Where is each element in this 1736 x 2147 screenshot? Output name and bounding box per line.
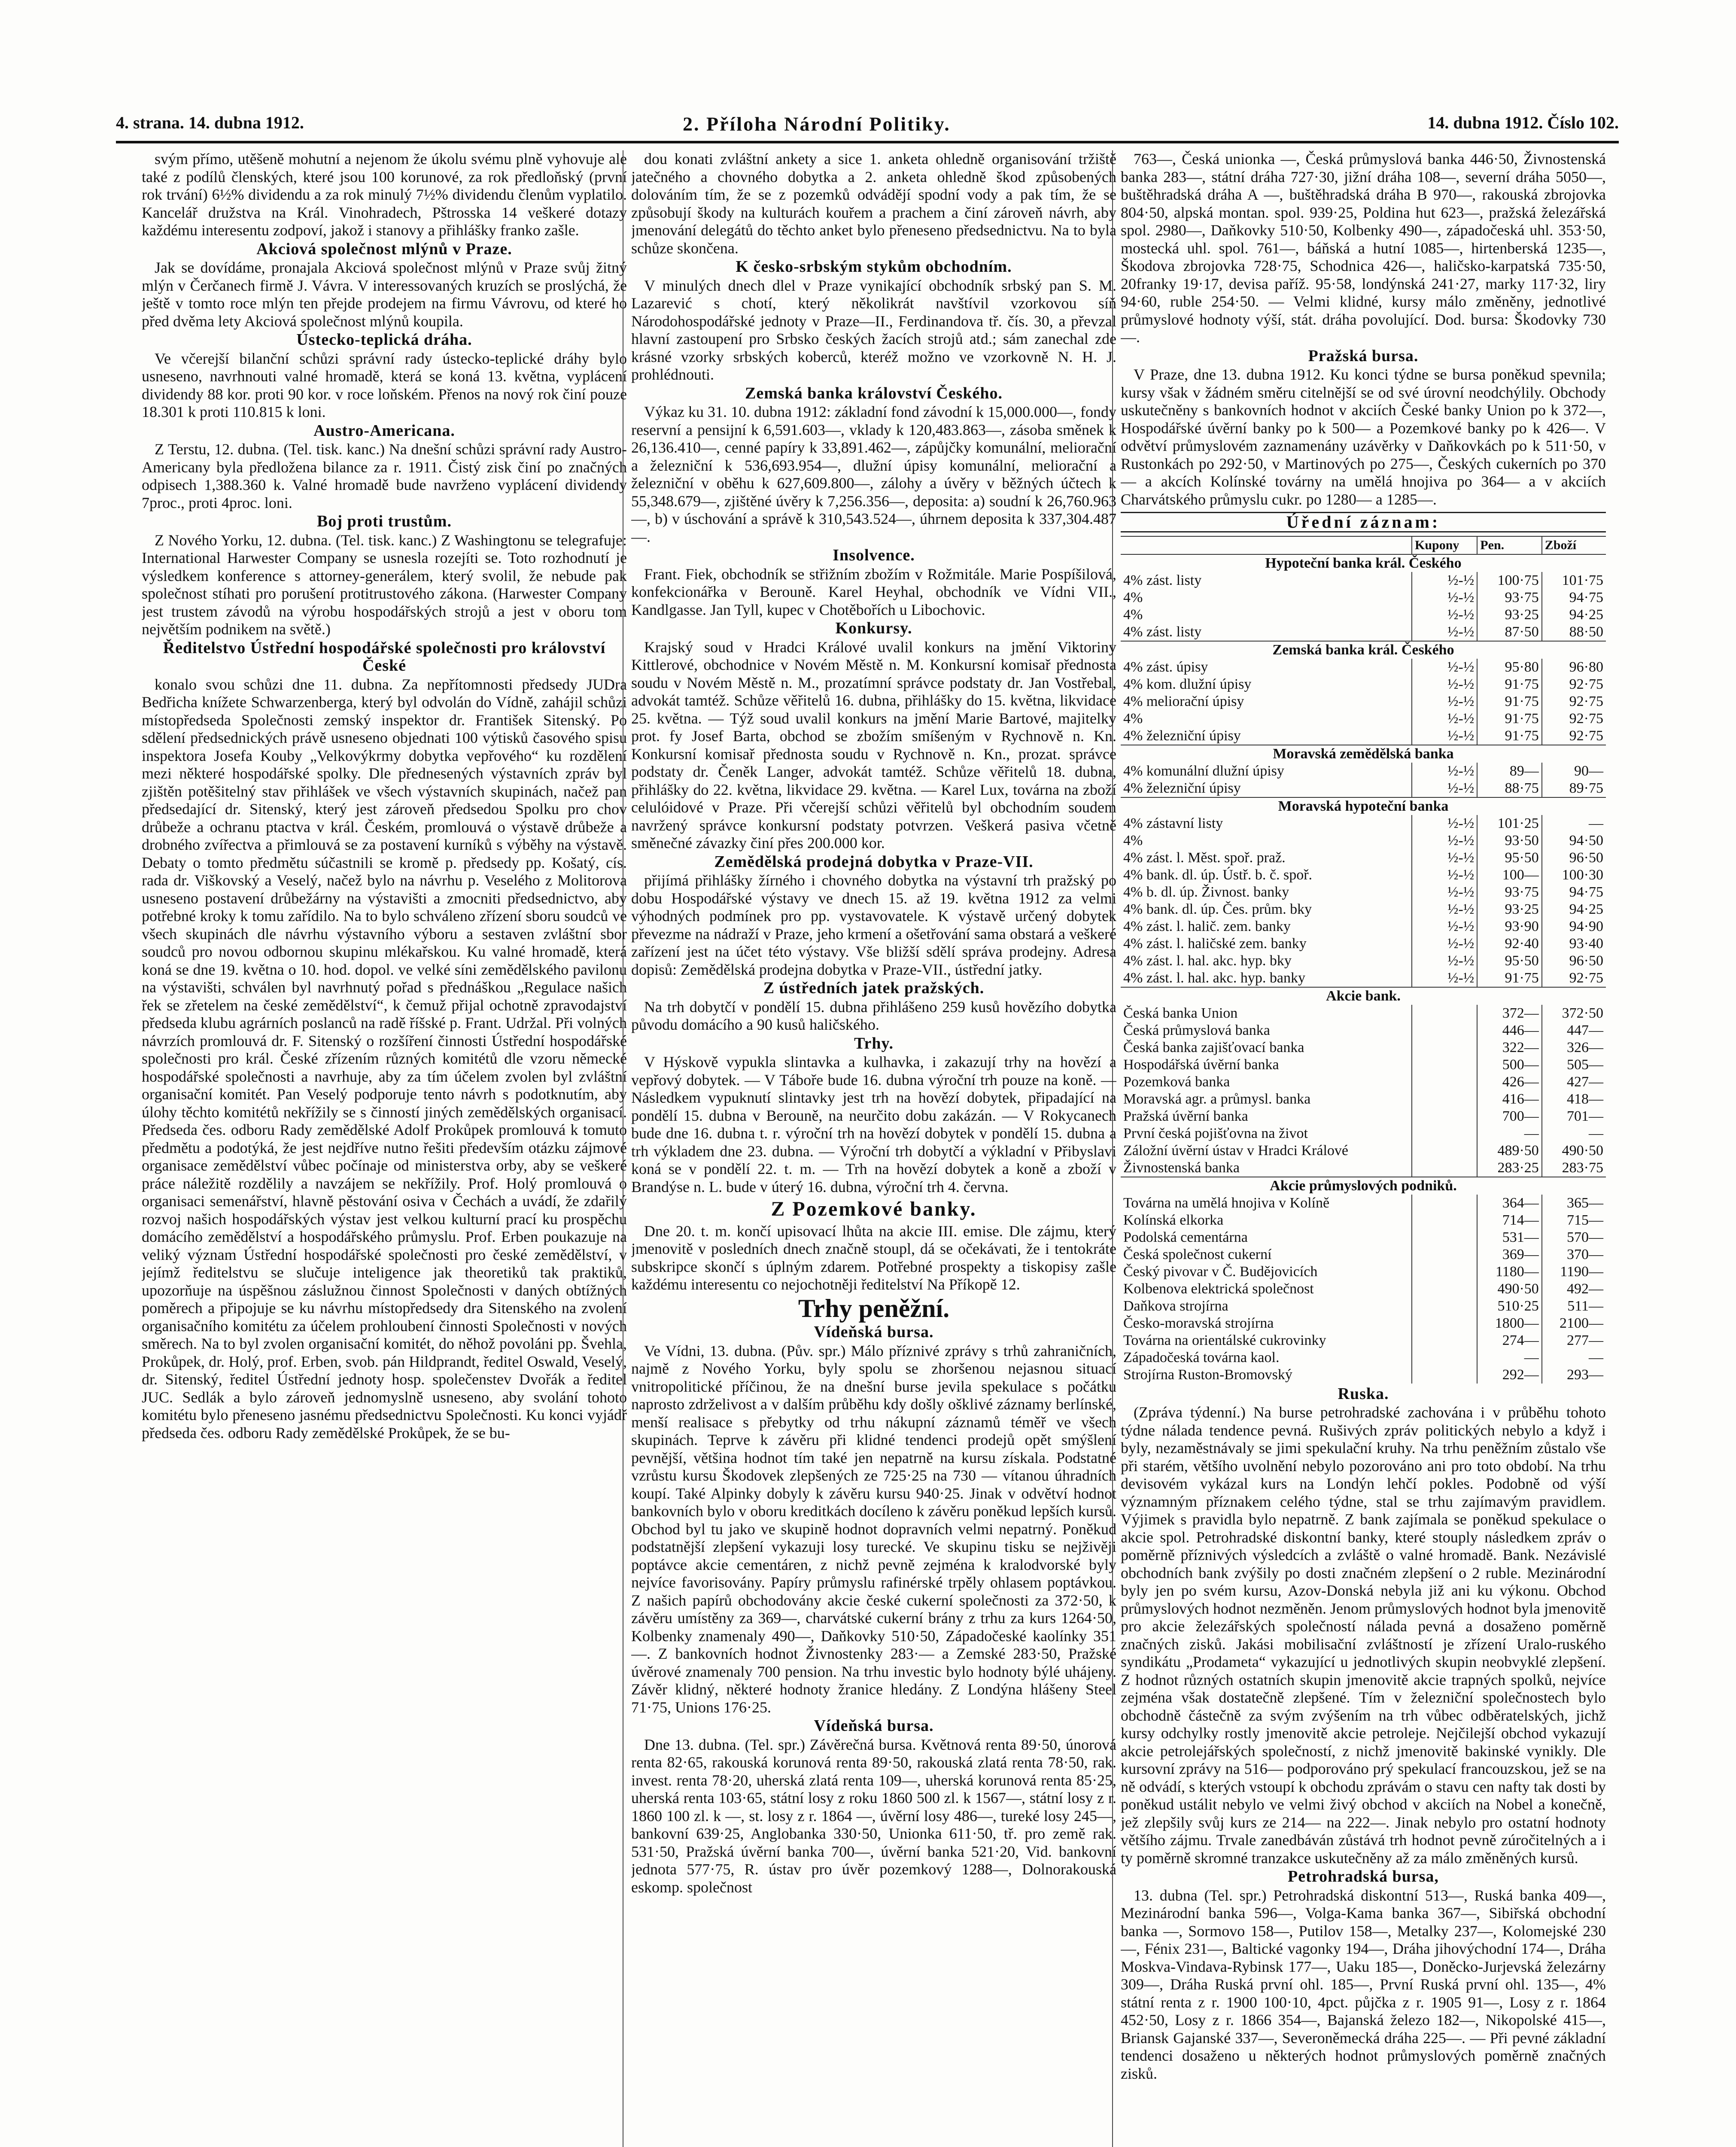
quote-coupon: ½-½	[1412, 727, 1477, 745]
quotes-section-label: Moravská zemědělská banka	[1121, 745, 1606, 763]
quote-name: 4% zást. l. halič. zem. banky	[1123, 918, 1291, 934]
quote-ask: 490·50	[1542, 1142, 1606, 1159]
quote-name: 4% zást. listy	[1123, 623, 1202, 640]
quotes-row	[1121, 832, 1606, 849]
quotes-row	[1121, 1195, 1606, 1212]
quotes-section-label: Akcie bank.	[1121, 987, 1606, 1005]
quote-bid: 92·40	[1477, 935, 1541, 952]
quote-bid: 714—	[1477, 1212, 1541, 1229]
article-heading: Ředitelstvo Ústřední hospodářské společnosti pro království České	[163, 639, 606, 675]
quote-bid: 489·50	[1477, 1142, 1541, 1159]
quote-bid: 93·50	[1477, 832, 1541, 849]
article-heading: Ruska.	[1338, 1384, 1389, 1403]
quote-ask: 96·80	[1542, 659, 1606, 676]
quote-name: 4% zást. l. hal. akc. hyp. bky	[1123, 952, 1292, 969]
paragraph: Ve včerejší bilanční schůzi správní rady ústecko-teplické dráhy bylo usneseno, navrhnouti valné hromadě, která se koná 13. května, vyplácení dividendy 88 kor. proti 90 kor. v roce loňském. Přenos na nový rok činí pouze 18.301 k proti 110.815 k loni.	[142, 350, 627, 420]
article-heading: Austro-Americana.	[313, 421, 455, 440]
quote-coupon	[1412, 1125, 1477, 1142]
quotes-row	[1121, 780, 1606, 797]
quote-name: Česká banka Union	[1123, 1005, 1238, 1021]
article-heading: Vídeňská bursa.	[814, 1323, 934, 1341]
quote-coupon: ½-½	[1412, 780, 1477, 797]
quote-ask: 94·25	[1542, 901, 1606, 918]
quotes-row	[1121, 901, 1606, 918]
quote-name: 4% bank. dl. úp. Čes. prům. bky	[1123, 901, 1312, 917]
article-heading: Akciová společnost mlýnů v Praze.	[256, 240, 512, 258]
quote-name: 4% meliorační úpisy	[1123, 693, 1244, 709]
quote-name: Česko-moravská strojírna	[1123, 1315, 1274, 1331]
quote-coupon: ½-½	[1412, 659, 1477, 676]
quote-coupon: ½-½	[1412, 918, 1477, 935]
page-header	[116, 113, 1619, 138]
quotes-section-label: Hypoteční banka král. Českého	[1121, 554, 1606, 572]
paragraph: Výkaz ku 31. 10. dubna 1912: základní fond závodní k 15,000.000—, fondy reservní a pensijní k 6,591.603—, vklady k 120,483.863—, zásoba směnek k 26,136.410—, cenné papíry k 33,891.462—, zápůjčky komunální, meliorační a železniční k 536,693.954—, dlužní úpisy komunální, meliorační a železniční v oběhu k 627,609.800—, zálohy a úvěry v běžných účtech k 55,348.679—, zjištěné úvěry k 7,256.356—, deposita: a) soudní k 26,760.963—, b) v úschování a správě k 310,543.524—, úhrnem deposita k 337,304.487—.	[631, 403, 1116, 545]
quote-bid: 95·80	[1477, 659, 1541, 676]
quote-bid: 91·75	[1477, 970, 1541, 987]
article-heading: Ústecko-teplická dráha.	[296, 331, 472, 349]
quote-ask: 365—	[1542, 1195, 1606, 1212]
quotes-section-label: Zemská banka král. Českého	[1121, 641, 1606, 659]
quote-ask: 100·30	[1542, 867, 1606, 884]
quote-name: 4% železniční úpisy	[1123, 727, 1241, 744]
quote-ask: —	[1542, 815, 1606, 832]
quote-name: Západočeská továrna kaol.	[1123, 1349, 1280, 1365]
quote-ask: 293—	[1542, 1366, 1606, 1384]
quote-bid: 91·75	[1477, 710, 1541, 727]
quote-name: Továrna na orientálské cukrovinky	[1123, 1332, 1326, 1348]
quote-bid: 490·50	[1477, 1280, 1541, 1298]
quote-coupon: ½-½	[1412, 572, 1477, 589]
quote-bid: 426—	[1477, 1074, 1541, 1091]
quote-ask: 370—	[1542, 1246, 1606, 1263]
quotes-table-header	[1121, 536, 1606, 554]
quote-ask: 89·75	[1542, 780, 1606, 797]
article-heading: Insolvence.	[833, 546, 915, 564]
quotes-row	[1121, 1366, 1606, 1384]
quote-coupon	[1412, 1229, 1477, 1246]
quote-ask: 92·75	[1542, 693, 1606, 710]
quote-coupon	[1412, 1005, 1477, 1022]
quote-ask: 101·75	[1542, 572, 1606, 589]
column-header: Pen.	[1477, 536, 1541, 554]
paragraph: přijímá přihlášky žírného i chovného dobytka na výstavní trh pražský po dobu Hospodářské výstavy ve dnech 15. až 19. května 1912 za velmi výhodných podmínek pro pp. vystavovatele. K výstavě určený dobytek převezme na nádraží v Praze, jeho krmení a ošetřování sama obstará a veškeré zařízení jest na účet této výstavy. Vše bližší sdělí správa prodejny. Adresa dopisů: Zemědělská prodejna dobytka v Praze-VII., ústřední jatky.	[631, 872, 1116, 978]
quote-bid: 91·75	[1477, 676, 1541, 693]
quotes-row	[1121, 884, 1606, 901]
quotes-row	[1121, 1039, 1606, 1056]
quote-bid: 322—	[1477, 1039, 1541, 1056]
quote-name: Pražská úvěrní banka	[1123, 1108, 1248, 1124]
paragraph: V Hýskově vypukla slintavka a kulhavka, i zakazují trhy na hovězí a vepřový dobytek. — V Táboře bude 16. dubna výroční trh pouze na koně. — Následkem vypuknutí slintavky jest trh na hovězí dobytek, připadající na pondělí 15. dubna v Berouně, na neurčito dobu zakázán. — V Rokycanech bude dne 16. dubna t. r. výroční trh na hovězí dobytek v pondělí 15. dubna a trh výkladem dne 23. dubna. — Výroční trh dobytčí a výkladní v Přibyslavi koná se v pondělí 22. t. m. — Trh na hovězí dobytek a koně a zboží v Brandýse n. L. bude v úterý 16. dubna, výroční trh 4. června.	[631, 1053, 1116, 1195]
quote-name: Kolbenova elektrická společnost	[1123, 1280, 1314, 1297]
quote-name: 4%	[1123, 606, 1143, 623]
quotes-row	[1121, 1298, 1606, 1315]
article-heading: Trhy.	[854, 1034, 894, 1052]
quote-name: Česká společnost cukerní	[1123, 1246, 1272, 1262]
quote-bid: 1180—	[1477, 1263, 1541, 1280]
quote-ask: 94·25	[1542, 606, 1606, 623]
quote-ask: 372·50	[1542, 1005, 1606, 1022]
quote-coupon: ½-½	[1412, 815, 1477, 832]
quotes-table	[1121, 536, 1606, 1384]
quote-coupon	[1412, 1022, 1477, 1039]
quotes-row	[1121, 693, 1606, 710]
quote-bid: 87·50	[1477, 623, 1541, 641]
quotes-row	[1121, 1108, 1606, 1125]
quotes-row	[1121, 1125, 1606, 1142]
section-heading: Z Pozemkové banky.	[771, 1198, 977, 1220]
quote-name: Strojírna Ruston-Bromovský	[1123, 1366, 1292, 1383]
quote-name: Český pivovar v Č. Budějovicích	[1123, 1263, 1318, 1280]
quotes-row	[1121, 1142, 1606, 1159]
quotes-row	[1121, 1056, 1606, 1074]
article-heading: Vídeňská bursa.	[814, 1717, 934, 1735]
quote-ask: 418—	[1542, 1091, 1606, 1108]
quotes-section-label: Moravská hypoteční banka	[1121, 797, 1606, 815]
quotes-row	[1121, 1159, 1606, 1177]
quote-name: Záložní úvěrní ústav v Hradci Králové	[1123, 1142, 1348, 1159]
quotes-row	[1121, 1022, 1606, 1039]
quote-ask: 96·50	[1542, 849, 1606, 867]
quote-coupon: ½-½	[1412, 901, 1477, 918]
quote-name: Hospodářská úvěrní banka	[1123, 1056, 1279, 1073]
quote-ask: 93·40	[1542, 935, 1606, 952]
quote-ask: 570—	[1542, 1229, 1606, 1246]
quotes-row	[1121, 935, 1606, 952]
quote-coupon: ½-½	[1412, 676, 1477, 693]
quote-coupon	[1412, 1349, 1477, 1366]
quote-bid: 93·25	[1477, 606, 1541, 623]
paragraph: 13. dubna (Tel. spr.) Petrohradská diskontní 513—, Ruská banka 409—, Mezinárodní banka 596—, Volga-Kama banka 367—, Sibiřská obchodní banka —, Sormovo 158—, Putilov 158—, Metalky 237—, Kolomejské 230—, Fénix 231—, Baltické vagonky 194—, Dráha jihovýchodní 174—, Dráha Moskva-Vindava-Rybinsk 177—, Uaku 185—, Doněcko-Jurjevská železárny 309—, Dráha Ruská první ohl. 185—, První Ruská první ohl. 135—, 4% státní renta z r. 1900 100·10, 4pct. půjčka z r. 1905 91—, Losy z r. 1864 452·50, Losy z r. 1866 354—, Bajanská železo 182—, Nikopolské 415—, Briansk Gajanské 337—, Severoněmecká dráha 225—. — Při pevné základní tendenci dosaženo u některých hodnot průmyslových poměrně značných zisků.	[1121, 1886, 1606, 2082]
quote-name: 4% zástavní listy	[1123, 815, 1223, 831]
quote-ask: 1190—	[1542, 1263, 1606, 1280]
quote-coupon	[1412, 1142, 1477, 1159]
quote-coupon: ½-½	[1412, 693, 1477, 710]
official-quotes-heading: Úřední záznam:	[1121, 512, 1606, 532]
quote-name: 4%	[1123, 589, 1143, 605]
quotes-row	[1121, 1280, 1606, 1298]
quote-bid: 101·25	[1477, 815, 1541, 832]
article-heading: Zemská banka království Českého.	[745, 384, 1003, 402]
quote-coupon	[1412, 1332, 1477, 1349]
quotes-row	[1121, 727, 1606, 745]
quotes-row	[1121, 815, 1606, 832]
paragraph: Jak se dovídáme, pronajala Akciová společnost mlýnů v Praze svůj žitný mlýn v Čerčanech firmě J. Vávra. V interessovaných kruzích se proslýchá, že ještě v tomto roce mlýn ten přejde prodejem na firmu Vávrovu, od které ho před dvěma lety Akciová společnost mlýnů koupila.	[142, 259, 627, 330]
quotes-row	[1121, 1091, 1606, 1108]
quote-coupon: ½-½	[1412, 589, 1477, 606]
quote-name: 4% b. dl. úp. Živnost. banky	[1123, 884, 1289, 900]
quote-name: 4% kom. dlužní úpisy	[1123, 676, 1252, 692]
quote-coupon	[1412, 1039, 1477, 1056]
quote-name: 4% zást. úpisy	[1123, 659, 1208, 675]
quote-name: Česká banka zajišťovací banka	[1123, 1039, 1304, 1055]
header-rule	[116, 141, 1619, 143]
article-heading: Boj proti trustům.	[317, 512, 452, 530]
quote-name: Moravská agr. a průmysl. banka	[1123, 1091, 1311, 1107]
quote-ask: 447—	[1542, 1022, 1606, 1039]
quote-coupon: ½-½	[1412, 710, 1477, 727]
quote-name: 4% zást. l. hal. akc. hyp. banky	[1123, 970, 1305, 986]
quote-coupon: ½-½	[1412, 832, 1477, 849]
quote-name: 4% bank. dl. úp. Ústř. b. č. spoř.	[1123, 867, 1313, 883]
quote-ask: 505—	[1542, 1056, 1606, 1074]
quotes-row	[1121, 1212, 1606, 1229]
quote-bid: 372—	[1477, 1005, 1541, 1022]
paragraph: 763—, Česká unionka —, Česká průmyslová banka 446·50, Živnostenská banka 283—, státní dráha 727·30, jižní dráha 108—, severní dráha 5050—, buštěhradská dráha A —, buštěhradská dráha B 970—, rakouská zbrojovka 804·50, alpská montan. spol. 939·25, Poldina hut 623—, pražská železářská spol. 2980—, Daňkovky 510·50, Kolbenky 490—, západočeská uhl. 353·50, mostecká uhl. spol. 761—, báňská a hutní 1085—, hirtenberská 1235—, Škodova zbrojovka 728·75, Schodnica 426—, haličsko-karpatská 735·50, 20franky 19·17, devisa paříž. 95·58, londýnská 241·27, marky 117·32, liry 94·60, ruble 254·50. — Velmi klidné, kursy málo změněny, jednotlivé průmyslové hodnoty výší, stát. dráha povolující. Dod. bursa: Škodovky 730—.	[1121, 150, 1606, 346]
article-heading: K česko-srbským stykům obchodním.	[736, 258, 1012, 276]
quote-bid: 100—	[1477, 867, 1541, 884]
paragraph: Frant. Fiek, obchodník se střižním zbožím v Rožmitále. Marie Pospíšilová, konfekcionářka v Berouně. Karel Heyhal, obchodník ve Vídni VII., Kandlgasse. Jan Tyll, kupec v Chotěbořích u Libochovic.	[631, 565, 1116, 618]
quotes-row	[1121, 952, 1606, 970]
quote-bid: 89—	[1477, 763, 1541, 780]
article-heading: Petrohradská bursa,	[1288, 1867, 1439, 1885]
quote-coupon	[1412, 1298, 1477, 1315]
quote-coupon	[1412, 1263, 1477, 1280]
quote-ask: 94·50	[1542, 832, 1606, 849]
column-header	[1121, 536, 1412, 554]
quotes-row	[1121, 589, 1606, 606]
header-right: 14. dubna 1912. Číslo 102.	[1427, 113, 1619, 132]
quote-coupon: ½-½	[1412, 763, 1477, 780]
column-header: Zboží	[1542, 536, 1606, 554]
header-center: 2. Příloha Národní Politiky.	[683, 113, 951, 135]
header-left: 4. strana. 14. dubna 1912.	[116, 113, 304, 132]
paragraph: Na trh dobytčí v pondělí 15. dubna přihlášeno 259 kusů hovězího dobytka původu domácího a 90 kusů haličského.	[631, 998, 1116, 1033]
quote-coupon	[1412, 1212, 1477, 1229]
quote-name: Pozemková banka	[1123, 1074, 1230, 1090]
quote-ask: —	[1542, 1125, 1606, 1142]
quote-ask: 701—	[1542, 1108, 1606, 1125]
quote-ask: 92·75	[1542, 676, 1606, 693]
quote-bid: —	[1477, 1349, 1541, 1366]
quote-name: Česká průmyslová banka	[1123, 1022, 1270, 1038]
quote-bid: 369—	[1477, 1246, 1541, 1263]
quotes-row	[1121, 676, 1606, 693]
section-heading: Trhy peněžní.	[798, 1294, 950, 1323]
paragraph: Krajský soud v Hradci Králové uvalil konkurs na jmění Viktoriny Kittlerové, obchodnice v Novém Městě n. M. Konkursní komisař přednosta soudu v Novém Městě n. M., prozatímní správce podstaty dr. Jan Vostřebal, advokát tamtéž. Schůze věřitelů 16. dubna, přihlášky do 15. května, likvidace 25. května. — Týž soud uvalil konkurs na jmění Marie Bartové, majitelky prot. fy Josef Barta, obchod se zbožím smíšeným v Rychnově n. Kn. Konkursní komisař přednosta soudu v Rychnově n. Kn., prozat. správce podstaty dr. Čeněk Langer, advokát tamtéž. Schůze věřitelů 18. dubna, přihlášky do 22. května, likvidace 29. května. — Karel Lux, továrna na zboží celulóidové v Praze. Při včerejší schůzi věřitelů byl obchodním soudem navržený správce konkursní podstaty potvrzen. Veškerá pasiva včetně směnečné závazky činí přes 200.000 kor.	[631, 638, 1116, 852]
quote-bid: 91·75	[1477, 727, 1541, 745]
quotes-section-row	[1121, 641, 1606, 659]
paragraph: konalo svou schůzi dne 11. dubna. Za nepřítomnosti předsedy JUDra Bedřicha knížete Schwarzenberga, který byl odvolán do Vídně, zahájil schůzi místopředseda Společnosti zemský inspektor dr. František Sitenský. Po sdělení předsednických právě usneseno objednati 100 výtisků časového spisu inspektora Josefa Kouby „Velkovýkrmy dobytka vepřového“ ku rozdělení mezi některé hospodářské spolky. Dle přednesených výstavních zpráv byl zjištěn potěšitelný stav přihlášek ve všech výstavních skupinách, načež pan předsedající dr. Sitenský, který jest zároveň předsedou Spolku pro chov drůbeže a ochranu ptactva v král. Českém, promlouvá o výstavě drůbeže a drobného zvířectva a přimlouvá se za postavení kurníků s výběhy na výstavě. Debaty o tomto předmětu súčastnili se kromě p. předsedy pp. Košatý, cís. rada dr. Viškovský a Veselý, načež bylo na návrhu p. Veselého z Molitorova usneseno postavení drůbežárny na výstavišti a zmocniti předsednictvo, aby potřebné kroky k tomu zařídilo. Na to bylo schváleno zřízení sboru soudců ve všech skupinách dle návrhu výstavního výboru a sestaven zvláštní sbor soudců pro novou odbornou skupinu mlékařskou. Ku valné hromadě, která koná se dne 19. května o 10. hod. dopol. ve velké síni zemědělského pavilonu na výstavišti, schválen byl navrhnutý pořad s přednáškou „Regulace našich řek se zřetelem na české zemědělství“, k čemuž přijal ochotně zpravodajství předseda klubu agrárních poslanců na radě říšské p. Frant. Udržal. Při volných návrzích promlouvá dr. F. Sitenský o rozšíření činnosti Ústřední hospodářské společnosti pro král. České zřízením různých komitétů dle vzoru německé hospodářské společnosti a navrhuje, aby za tím účelem zvolen byl zvláštní organisační komitét. Pan Veselý podporuje tento návrh s podotknutím, aby úlohy těchto komitétů nekřížily se s činností jiných zemědělských organisací. Předseda čes. odboru Rady zemědělské Adolf Prokůpek promlouvá k tomuto předmětu a podotýká, že jest nejdříve nutno řešiti především otázku zájmové organisace zemědělství vůbec počínaje od ministerstva orby, aby se veškeré práce náležitě rozdělily a navzájem se nekřížily. Prof. Holý promlouvá o organisaci semenářství, hlavně pěstování osiva v Čechách a uvádí, že zdařilý rozvoj našich hospodářských výstav jest velkou kulturní prací ku prospěchu domácího zemědělství a hospodářského průmyslu. Prof. Erben poukazuje na veliký význam Ústřední hospodářské společnosti pro české zemědělství, v jejímž ředitelstvu se slučuje inteligence jak theoretiků tak praktiků, upozorňuje na úspěšnou záslužnou činnost Společnosti v daných obtížných poměrech a připojuje se ku návrhu místopředsedy dra Sitenského na zvolení organisačního komitétu za účelem prohloubení činnosti Společnosti v nových směrech. Na to byl zvolen organisační komitét, do něhož povoláni pp. Švehla, Prokůpek, dr. Holý, prof. Erben, svob. pán Hildprandt, ředitel Oswald, Veselý, dr. Sitenský, ředitel Ústřední jednoty hosp. společenstev Dvořák a ředitel JUC. Sedlák a bylo zároveň jednomyslně usneseno, aby svolání tohoto komitétu bylo přeneseno jasnému předsednictvu Společnosti. Ku konci vyjádř předseda čes. odboru Rady zemědělské Prokůpek, že se bu-	[142, 675, 627, 1441]
quote-coupon	[1412, 1315, 1477, 1332]
article-heading: Zemědělská prodejná dobytka v Praze-VII.	[714, 852, 1034, 871]
quotes-row	[1121, 1263, 1606, 1280]
quote-name: 4% zást. l. Měst. spoř. praž.	[1123, 849, 1286, 866]
quote-ask: 277—	[1542, 1332, 1606, 1349]
quote-ask: 92·75	[1542, 970, 1606, 987]
quote-ask: 94·75	[1542, 884, 1606, 901]
quotes-row	[1121, 1074, 1606, 1091]
column-1	[142, 150, 627, 2147]
quotes-row	[1121, 1315, 1606, 1332]
article-heading: Konkursy.	[835, 619, 912, 637]
quotes-section-row	[1121, 554, 1606, 572]
quote-ask: 427—	[1542, 1074, 1606, 1091]
quote-coupon: ½-½	[1412, 606, 1477, 623]
quotes-section-row	[1121, 797, 1606, 815]
quote-coupon	[1412, 1246, 1477, 1263]
quote-coupon	[1412, 1056, 1477, 1074]
quote-coupon	[1412, 1159, 1477, 1177]
quote-name: 4% železniční úpisy	[1123, 780, 1241, 796]
column-3	[1121, 150, 1606, 2147]
quote-ask: 2100—	[1542, 1315, 1606, 1332]
paragraph: Dne 20. t. m. končí upisovací lhůta na akcie III. emise. Dle zájmu, který jmenovitě v posledních dnech značně stoupl, dá se očekávati, že i tentokráte subskripce skončí s úplným zdarem. Potřebné prospekty a tiskopisy zašle každému interesentu co nejochotněji ředitelství Na Příkopě 12.	[631, 1222, 1116, 1293]
quote-name: První česká pojišťovna na život	[1123, 1125, 1308, 1141]
quote-bid: 283·25	[1477, 1159, 1541, 1177]
quote-coupon: ½-½	[1412, 935, 1477, 952]
paragraph: Dne 13. dubna. (Tel. spr.) Závěrečná bursa. Květnová renta 89·50, únorová renta 82·65, rakouská korunová renta 89·50, rakouská zlatá renta 78·50, rak. invest. renta 78·20, uherská zlatá renta 109—, uherská korunová renta 85·25, uherská renta 103·65, státní losy z roku 1860 500 zl. k 1567—, státní losy z r. 1860 100 zl. k —, st. losy z r. 1864 —, úvěrní losy 486—, tureké losy 245—, bankovní 639·25, Anglobanka 330·50, Unionka 611·50, tř. pro země rak. 531·50, Pražská úvěrní banka 700—, úvěrní banka 521·20, Vid. bankovní jednota 577·75, R. ústav pro úvěr pozemkový 1288—, Dolnorakouská eskomp. společnost	[631, 1736, 1116, 1896]
quotes-row	[1121, 710, 1606, 727]
quote-ask: 88·50	[1542, 623, 1606, 641]
quote-ask: 92·75	[1542, 710, 1606, 727]
paragraph: svým přímo, utěšeně mohutní a nejenom že úkolu svému plně vyhovuje ale také z podílů členských, které jsou 100 korunové, za rok předloňský (první rok trvání) 6½% dividendu a za rok minulý 7½% dividendu členům vyplatilo. Kancelář družstva na Král. Vinohradech, Pštrosska 14 veškeré dotazy každému interesentu zodpoví, jakož i stanovy a přihlášky franko zašle.	[142, 150, 627, 239]
quotes-row	[1121, 572, 1606, 589]
column-2	[631, 150, 1116, 2147]
quote-bid: 500—	[1477, 1056, 1541, 1074]
quotes-row	[1121, 763, 1606, 780]
quote-bid: —	[1477, 1125, 1541, 1142]
quotes-row	[1121, 606, 1606, 623]
quote-ask: 96·50	[1542, 952, 1606, 970]
quote-name: 4% zást. listy	[1123, 572, 1202, 588]
quote-ask: 715—	[1542, 1212, 1606, 1229]
quote-bid: 446—	[1477, 1022, 1541, 1039]
quote-name: 4%	[1123, 710, 1143, 727]
quote-coupon	[1412, 1074, 1477, 1091]
paragraph: Z Nového Yorku, 12. dubna. (Tel. tisk. kanc.) Z Washingtonu se telegrafuje: International Harwester Company se usnesla rozejíti se. Toto rozhodnutí je výsledkem konference s attorney-generálem, který svolil, že nebude pak společnost stíhati pro porušení protitrustového zákona. (Harwester Company jest trustem závodů na výrobu hospodářských strojů a jest v oboru tom největším podnikem na světě.)	[142, 531, 627, 638]
quotes-row	[1121, 918, 1606, 935]
quote-name: 4% zást. l. haličské zem. banky	[1123, 935, 1307, 952]
quote-coupon	[1412, 1108, 1477, 1125]
quote-ask: 94·75	[1542, 589, 1606, 606]
article-heading: Pražská bursa.	[1308, 347, 1419, 365]
quote-ask: 92·75	[1542, 727, 1606, 745]
quote-bid: 416—	[1477, 1091, 1541, 1108]
quotes-row	[1121, 1332, 1606, 1349]
paragraph: V minulých dnech dlel v Praze vynikající obchodník srbský pan S. M. Lazarević s chotí, který několikrát navštívil vzorkovou síň Národohospodářské jednoty v Praze—II., Ferdinandova tř. čís. 30, a převzal hlavní zastoupení pro Srbsko českých žacích strojů atd.; sám zanechal zde krásné vzorky srbských koberců, kteréž možno ve vzorkovně N. H. J. prohlédnouti.	[631, 277, 1116, 383]
quote-bid: 274—	[1477, 1332, 1541, 1349]
quote-coupon: ½-½	[1412, 623, 1477, 641]
quote-ask: —	[1542, 1349, 1606, 1366]
quotes-row	[1121, 1349, 1606, 1366]
quote-name: Podolská cementárna	[1123, 1229, 1248, 1245]
quote-bid: 1800—	[1477, 1315, 1541, 1332]
quote-ask: 90—	[1542, 763, 1606, 780]
quote-bid: 364—	[1477, 1195, 1541, 1212]
column-header: Kupony	[1412, 536, 1477, 554]
quote-name: Daňkova strojírna	[1123, 1298, 1228, 1314]
paragraph: dou konati zvláštní ankety a sice 1. anketa ohledně organisování tržiště jatečného a chovného dobytka a 2. anketa ohledně škod způsobených dolováním tím, že se z pozemků odvádějí spodní vody a pak tím, že se způsobují škody na kulturách kouřem a prachem a činí zároveň návrh, aby jmenování delegátů do těchto anket bylo přeneseno předsednictvu. Na to byla schůze skončena.	[631, 150, 1116, 257]
paragraph: (Zpráva týdenní.) Na burse petrohradské zachována i v průběhu tohoto týdne nálada tendence pevná. Rušivých zpráv politických nebylo a když i byly, nezaměstnávaly se jimi spekulační kruhy. Na trhu peněžním zůstalo vše při starém, většího uvolnění nebylo pozorováno ani pro toto období. Na trhu devisovém vykázal kurs na Londýn lehčí pokles. Podobně od výší významným příznakem celého týdne, stal se trhu zajímavým pravidlem. Výjimek s pravidla bylo nepatrně. Z bank zajímala se poněkud spekulace o akcie spol. Petrohradské diskontní banky, které stouply následkem zpráv o poměrně příznivých výsledcích a zvláště o valné hromadě. Bank. Nezávislé obchodních bank zvýšily po dosti značném zlepšení o 2 ruble. Mezinárodní byly jen po svém kursu, Azov-Donská nebyla již ani ku výkonu. Obchod průmyslových hodnot nezměněn. Jenom průmyslových hodnot byla jmenovitě pro akcie železářských společností nálada pevná a dosaženo poměrně značných zisků. Jakási mobilisační zvláštností je zřízení Uralo-ruského syndikátu „Prodameta“ vykazující u jednotlivých skupin neobvyklé zlepšení. Z hodnot různých ostatních skupin jmenovitě akcie trapných spolků, nejvíce zejména však dostatečně zlepšené. Tím v železniční společnostech bylo obchodně částečně za svým zvýšením na trh vůbec odběratelských, jichž kursy odchylky rostly jmenovitě akcie petroleje. Nejčilejší obchod vykazují akcie petrolejářských společností, z nichž jmenovitě bakinské vynikly. Dle kursovní zprávy na 516— podporováno prý spekulací francouzskou, jež se na ně odvádí, s kterých vstoupí k obchodu zprávám o stavu cen nafty tak dosti by poněkud ustálit nebylo ve velmi živý obchod v akciích na Nobel a konečně, jež zlepšily svůj kurs ze 214— na 222—. Jinak nebylo pro ostatní hodnoty většího zájmu. Trvale zanedbáván zůstává trh hodnot pevně zúročitelných a i ty poměrně skromné tranzakce uskutečněny až za málo změněných kursů.	[1121, 1404, 1606, 1867]
quote-name: Kolínská elkorka	[1123, 1212, 1224, 1228]
quote-bid: 95·50	[1477, 849, 1541, 867]
quote-bid: 91·75	[1477, 693, 1541, 710]
quote-bid: 93·75	[1477, 589, 1541, 606]
paragraph: Ve Vídni, 13. dubna. (Pův. spr.) Málo příznivé zprávy s trhů zahraničních, najmě z Nového Yorku, byly spolu se zhoršenou nejasnou situací vnitropolitické příčinou, že na dnešní burse jevila spekulace s počátku naprosto zdrželivost a v dalším průběhu kdy došly ošklivé záznamy berlínské, menší realisace s přebytky od trhu nákupní záznamů téměř ve všech skupinách. Teprve k závěru při klidné tendenci prodejů opět smýšlení pevnější, většina hodnot tím také jen nepatrně na kursu získala. Podstatné vzrůstu kursu Škodovek zlepšených ze 725·25 na 730 — vítanou úhradních koupí. Také Alpinky dobyly k závěru kursu 940·25. Jinak v odvětví hodnot bankovních bylo v oboru kreditkách docíleno k závěru poněkud lepších kursů. Obchod byl tu jako ve skupině hodnot dopravních velmi nepatrný. Poněkud podstatnější zlepšení vykazuji losy turecké. Ve skupinu tisku se nejživěji poptávce akcie cementáren, z nichž pevně zejména k kralodvorské byly nejvíce favorisovány. Papíry průmyslu rafinérské trpěly ohlasem poptávkou. Z našich papírů obchodovány akcie české cukerní společnosti za 372·50, k závěru umístěny za 369—, charvátské cukerní brány z trhu za kurs 1264·50, Kolbenky znamenaly 490—, Daňkovky 510·50, Západočeské kaolínky 351—. Z bankovních hodnot Živnostenky 283·— a Zemské 283·50, Pražské úvěrové znamenaly 700 pension. Na trhu investic bylo hodnoty býlé uhájeny. Závěr klidný, některé hodnoty žranice hledány. Z Londýna hlášeny Steel 71·75, Unions 176·25.	[631, 1342, 1116, 1716]
quote-coupon	[1412, 1091, 1477, 1108]
quotes-section-row	[1121, 745, 1606, 763]
quotes-row	[1121, 1005, 1606, 1022]
quote-ask: 511—	[1542, 1298, 1606, 1315]
quote-coupon	[1412, 1366, 1477, 1384]
quote-name: 4%	[1123, 832, 1143, 848]
quote-coupon: ½-½	[1412, 849, 1477, 867]
quotes-section-label: Akcie průmyslových podniků.	[1121, 1177, 1606, 1195]
quotes-row	[1121, 1229, 1606, 1246]
quotes-section-row	[1121, 1177, 1606, 1195]
quote-bid: 95·50	[1477, 952, 1541, 970]
quote-bid: 292—	[1477, 1366, 1541, 1384]
quote-ask: 492—	[1542, 1280, 1606, 1298]
paragraph: Z Terstu, 12. dubna. (Tel. tisk. kanc.) Na dnešní schůzi správní rady Austro-Americany byla předložena bilance za r. 1911. Čistý zisk činí po značných odpisech 1,388.360 k. Valné hromadě bude navrženo vyplácení dividendy 7proc., proti 4proc. loni.	[142, 441, 627, 511]
quote-name: Továrna na umělá hnojiva v Kolíně	[1123, 1195, 1330, 1211]
quote-bid: 531—	[1477, 1229, 1541, 1246]
quote-coupon	[1412, 1195, 1477, 1212]
quote-ask: 94·90	[1542, 918, 1606, 935]
quotes-row	[1121, 867, 1606, 884]
quote-coupon: ½-½	[1412, 970, 1477, 987]
quote-bid: 88·75	[1477, 780, 1541, 797]
quotes-row	[1121, 623, 1606, 641]
quote-bid: 93·25	[1477, 901, 1541, 918]
paragraph: V Praze, dne 13. dubna 1912. Ku konci týdne se bursa poněkud spevnila; kursy však v žádném směru citelnější se od své úrovní neodchýlily. Obchody uskutečněny s bankovních hodnot v akciích České banky Union po k 372—, Hospodářské úvěrní banky po k 500— a Pozemkové banky po k 426—. V odvětví průmyslovém zaznamenány uzávěrky v Daňkovkách po k 511·50, v Rustonkách po 292·50, v Martinových po 275—, Českých cukerních po 370— a akcích Kolínské továrny na umělá hnojiva po 364— a v akciích Charvátského průmyslu cukr. po 1280— a 1285—.	[1121, 366, 1606, 508]
quote-coupon: ½-½	[1412, 884, 1477, 901]
quote-bid: 93·90	[1477, 918, 1541, 935]
quote-coupon: ½-½	[1412, 952, 1477, 970]
quote-coupon: ½-½	[1412, 867, 1477, 884]
quotes-row	[1121, 849, 1606, 867]
quote-bid: 100·75	[1477, 572, 1541, 589]
quote-bid: 700—	[1477, 1108, 1541, 1125]
quotes-row	[1121, 1246, 1606, 1263]
quote-name: 4% komunální dlužní úpisy	[1123, 763, 1284, 779]
quote-ask: 283·75	[1542, 1159, 1606, 1177]
quotes-row	[1121, 659, 1606, 676]
quote-bid: 93·75	[1477, 884, 1541, 901]
quote-bid: 510·25	[1477, 1298, 1541, 1315]
quote-ask: 326—	[1542, 1039, 1606, 1056]
quote-name: Živnostenská banka	[1123, 1159, 1240, 1176]
quotes-row	[1121, 970, 1606, 987]
quotes-section-row	[1121, 987, 1606, 1005]
quote-coupon	[1412, 1280, 1477, 1298]
article-heading: Z ústředních jatek pražských.	[763, 979, 985, 997]
